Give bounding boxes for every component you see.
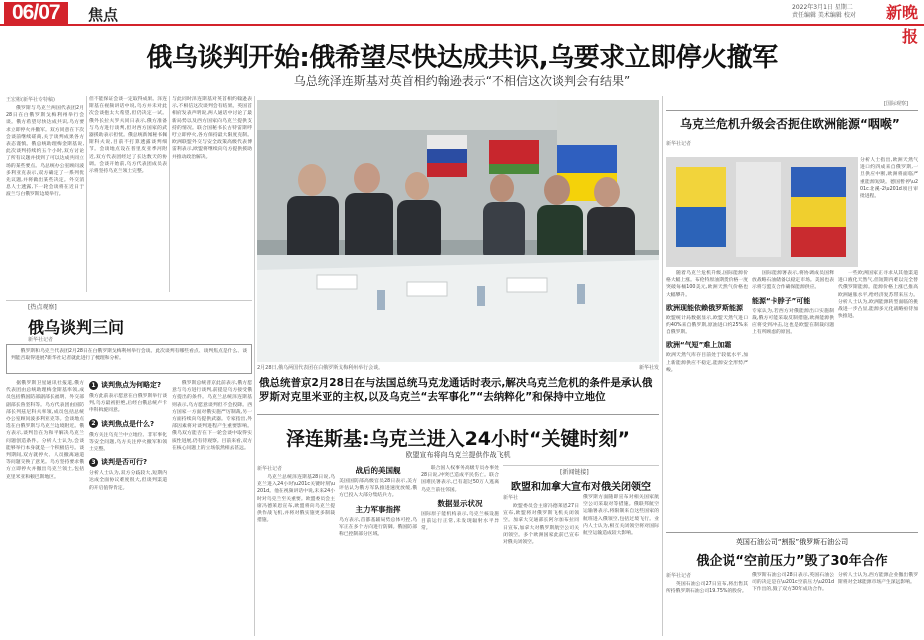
article-text: 专家认为,若西方对俄能源出口实施制裁,俄方可能采取反制措施,欧洲能源供应将受到冲击,这也是欧盟在制裁问题上有所顾虑的原因。 [752, 308, 834, 336]
article-text: 俄罗斯和乌克兰代表团2月28日在白俄罗斯戈梅利州举行会谈。此次谈判有哪些看点、谈判焦点是什么、谈判能否取得进展?新华社记者就此进行了梳理和分析。 [11, 349, 247, 362]
left-column-1 [6, 96, 84, 292]
left-column-5 [89, 380, 167, 636]
question-heading [89, 380, 167, 390]
column-rule [662, 96, 663, 636]
boxed-intro [6, 344, 252, 374]
question-number-icon: 2 [89, 419, 98, 428]
caption-text: 2月28日,俄乌两国代表团在白俄罗斯戈梅利州举行会谈。 [257, 365, 384, 371]
question-number-icon: 3 [89, 458, 98, 467]
right-byline: 新华社记者 [666, 141, 692, 147]
spacer [666, 150, 748, 156]
main-headline: 俄乌谈判开始:俄希望尽快达成共识,乌要求立即停火撤军 [146, 43, 778, 73]
article-text: 乌克兰总统泽连斯基28日说,乌克兰进入24小时\u201c关键时刻\u201d。他在视频讲话中说,未来24小时对乌克兰至关重要。欧盟委员会主席冯德莱恩宣布,欧盟将向乌克兰提供作战飞机,并将对俄实施更多制裁措施。 [257, 475, 335, 524]
article-text: 国际原子能机构表示,乌克兰核设施目前运行正常,未发现辐射水平异常。 [421, 511, 499, 532]
question-heading [89, 419, 167, 429]
left-column-3 [172, 96, 252, 292]
section-subhead: 战后的美国舰 [355, 466, 401, 475]
center-column-5 [583, 494, 659, 636]
question-text: 谈判焦点为何略定? [101, 381, 162, 389]
article-text: 俄方关注乌克兰中立地位、非军事化等安全问题,乌方关注停火撤军和领土完整。 [89, 432, 167, 453]
left-byline: 王宏彬(新华社专特稿) [6, 97, 55, 103]
section-rule [503, 465, 659, 466]
bottom-column-1 [666, 572, 748, 636]
center-column-1 [257, 465, 335, 636]
question-number-icon: 1 [89, 381, 98, 390]
flags-graphic [666, 157, 858, 267]
eu-byline: 新华社 [503, 495, 519, 501]
right-column-1 [666, 270, 748, 500]
negotiation-photo [257, 100, 659, 362]
center-column-3 [421, 465, 499, 636]
bottom-byline: 新华社记者 [666, 573, 692, 579]
article-text: 欧盟委员会主席冯德莱恩27日宣布,欧盟将对俄罗斯飞机关闭领空。加拿大交通部长阿尔加布拉同日宣布,加拿大对俄罗斯航空公司关闭领空。多个欧洲国家此前已宣布对俄关闭领空。 [503, 504, 579, 546]
link-tag: [新闻链接] [560, 469, 589, 476]
box-byline: 新华社记者 [28, 337, 54, 343]
photo-caption [257, 364, 659, 371]
article-text: 一些欧洲国家正寻求从其他渠道进口液化天然气,但短期内难以完全替代俄罗斯能源。能源价格上涨已推高欧洲通胀水平,给经济复苏带来压力。分析人士认为,欧洲能源转型面临的挑战进一步凸显,能源多元化战略亟待加快推进。 [838, 271, 918, 320]
question-text: 谈判焦点是什么? [101, 419, 155, 428]
header-date [792, 4, 872, 20]
section-rule [666, 532, 918, 533]
page-header [0, 0, 924, 46]
eu-headline: 欧盟和加拿大宣布对俄关闭领空 [511, 482, 651, 493]
caption-credit: 新华社发 [638, 365, 659, 371]
right-column-3 [838, 270, 918, 500]
date-line: 2022年3月1日 星期二 [792, 4, 853, 11]
article-text: 欧盟统计局数据显示,欧盟天然气进口约40%来自俄罗斯,原油进口约25%来自俄罗斯。 [666, 315, 748, 336]
right-subhead: 欧洲现能依赖俄罗斯能源 [666, 303, 743, 312]
bottom-column-2 [752, 572, 834, 636]
article-text: 俄罗斯总统普京此前表示,俄方愿意与乌方进行谈判,前提是乌方接受俄方提出的条件。乌克兰总统泽连斯基则表示,乌方愿意谈判但不会投降。西方国家一方面对俄实施严厉制裁,另一方面持续向乌提供武器。专家指出,外部因素将对谈判进程产生重要影响。俄乌双方能否在下一轮会谈中取得实质性进展,仍有待观察。目前来看,双方在核心问题上的立场依然相去甚远。 [172, 381, 252, 451]
article-text: 分析人士指出,欧洲天然气进口约四成来自俄罗斯,一旦供应中断,欧洲将面临严重能源短缺。德国暂停\u201c北溪-2\u201d项目审批进程。 [860, 158, 918, 200]
center-byline: 新华社记者 [257, 466, 283, 472]
pull-quote: 俄总统普京2月28日在与法国总统马克龙通话时表示,解决乌克兰危机的条件是承认俄罗斯对克里米亚的主权,以及乌克兰“去军事化”“去纳粹化”和保持中立地位 [257, 373, 659, 415]
right-column-2 [752, 270, 834, 500]
section-name: 焦点 [88, 6, 119, 24]
article-text: 美国国防部高级官员28日表示,美方评估认为俄方军队推进速度放缓,俄方已投入大部分集结兵力。 [339, 479, 417, 499]
question-text: 谈判是否可行? [101, 458, 148, 467]
article-text: 英国石油公司27日宣布,将出售其所持俄罗斯石油公司19.75%的股份。 [666, 582, 748, 595]
question-heading [89, 457, 167, 467]
section-subhead: 主力军事指挥 [355, 504, 401, 514]
article-text: 俄方此前表示愿意在白俄罗斯举行谈判,乌方最初拒绝,后经白俄总统卢卡申科斡旋同意。 [89, 394, 167, 414]
main-subhead: 乌总统泽连斯基对英首相约翰逊表示“不相信这次谈判会有结果” [293, 74, 631, 88]
bottom-tag: 英国石油公司“割报”俄罗斯石油公司 [735, 538, 849, 546]
article-text: 分析人士认为,双方分歧较大,短期内达成全面协议难度很大,但谈判渠道的开启值得肯定。 [89, 471, 167, 491]
article-text: 乌方表示,首都基辅局势总体可控,乌军正在多个方向进行防御。俄国防部称已控制部分区域。 [339, 517, 417, 538]
article-text: 与此同时泽连斯基对英首相约翰逊表示,不相信这次谈判会有结果。英国首相府发表声明说,两人通话中讨论了最新局势以及西方国家向乌克兰提供支持的情况。联合国秘书长古特雷斯呼吁立即停火,各方保持最大限度克制。欧洲联盟外交与安全政策高级代表博雷利表示,欧盟将继续向乌方提供援助并推动政治解决。 [172, 97, 252, 160]
section-rule [6, 300, 252, 301]
newspaper-logo: 新晚报 [885, 3, 918, 46]
flags-photo [666, 157, 858, 267]
left-column-4 [6, 380, 84, 636]
right-headline: 乌克兰危机升级会否扼住欧洲能源“咽喉” [680, 117, 900, 131]
bottom-column-3 [838, 572, 918, 636]
bottom-headline: 俄企说“空前压力”毁了30年合作 [696, 554, 888, 569]
center-subhead: 欧盟宣布将向乌克兰提供作战飞机 [405, 451, 511, 459]
article-text: 国际能源署表示,将协调成员国释放战略石油储备以稳定市场。美国也表示将与盟友合作确保能源供应。 [752, 271, 834, 291]
article-text: 分析人士认为,西方能源企业撤出俄罗斯将对全球能源市场产生深远影响。 [838, 573, 918, 586]
column-rule [254, 96, 255, 636]
page-number: 06/07 [4, 2, 68, 24]
center-column-4 [503, 494, 579, 636]
header-rule [0, 24, 924, 26]
article-text: 但不能保证会谈一定取得成果。泽连斯基在视频讲话中说,乌方并未对此次会谈抱太大希望,但仍决定一试。俄外长拉夫罗夫同日表示,俄方准备与乌方进行谈判,但对西方国家的武器援助表示担忧。俄总统新闻秘书佩斯科夫说,目前不打算透露谈判细节。会谈地点设在普里皮亚季河附近,双方代表团经过了长达数天的协调。会谈开始前,乌方代表团成员表示将坚持乌克兰领土完整。 [89, 97, 167, 175]
column-rule [86, 96, 87, 292]
box-title: 俄乌谈判三问 [28, 318, 125, 337]
right-subhead: 能源“卡脖子”可能 [752, 296, 811, 305]
left-column-6 [172, 380, 252, 636]
article-text: 据俄罗斯卫星通讯社报道,俄方代表团由总统助理梅金斯基率领,成员包括俄国防部副部长福明、外交部副部长鲁坚科等。乌方代表团由国防部长列兹尼科夫率领,成员包括总统办公室顾问波多利亚克等。会谈地点选在白俄罗斯与乌克兰边境附近。俄方表示,谈判旨在为和平解决乌克兰问题创造条件。分析人士认为,会谈能够举行本身就是一个积极信号。谈判期间,双方就停火、人员撤离通道等问题交换了意见。乌方坚持要求俄方立即停火并撤出乌克兰领土,包括克里米亚和顿巴斯地区。 [6, 381, 84, 480]
column-rule [169, 96, 170, 292]
right-column-beside-photo [860, 157, 918, 267]
section-subhead: 数据显示状况 [437, 498, 483, 508]
article-text: 俄罗斯石油公司28日表示,英国石油公司的决定是在\u201c空前压力\u201d下作出的,毁了双方30年成功合作。 [752, 573, 834, 593]
article-text: 俄罗斯与乌克兰两国代表团2月28日在白俄罗斯戈梅利州举行会谈。俄方希望尽快达成共识,乌方要求立即停火并撤军。双方同意在下次会谈前继续磋商,关于谈判成果各方表态谨慎。俄总统助理梅金斯基说,此次谈判持续约五个小时,双方讨论了所有议题并找到了可以达成共同立场的某些要点。乌总统办公室顾问波多利亚克表示,双方确定了一系列优先议题,并将做出某些决定。外交消息人士透露,下一轮会谈将在近日于波兰与白俄罗斯边境举行。 [6, 106, 84, 198]
section-rule [666, 110, 918, 111]
box-tag: [热点观察] [28, 304, 57, 311]
center-column-2 [339, 465, 417, 636]
article-text: 俄罗斯方面随即宣布对相关国家航空公司采取对等措施。俄联邦航空运输署表示,将限制来自这些国家的航班进入俄领空,包括过境飞行。业内人士认为,相互关闭领空将对国际航空运输造成较大影响。 [583, 495, 659, 537]
right-subhead: 欧洲“气短”难上加霜 [666, 341, 732, 350]
article-text: 随着乌克兰危机升级,国际能源价格大幅上涨。布伦特原油期货价格一度突破每桶100美元,欧洲天然气价格也大幅攀升。 [666, 271, 748, 298]
article-text: 联合国人权事务高级专员办事处28日说,冲突已造成平民伤亡。联合国难民署表示,已有超过50万人逃离乌克兰前往邻国。 [421, 466, 499, 493]
negotiation-photo-graphic [257, 100, 659, 362]
editor-line: 责任编辑 美术编辑 校对 [792, 12, 856, 19]
article-text: 欧洲天然气库存目前处于较低水平,加上新能源供应不稳定,能源安全形势严峻。 [666, 353, 748, 373]
center-headline: 泽连斯基:乌克兰进入24小时“关键时刻” [285, 428, 630, 450]
left-column-2 [89, 96, 167, 292]
right-tag: [国际观察] [884, 101, 908, 107]
